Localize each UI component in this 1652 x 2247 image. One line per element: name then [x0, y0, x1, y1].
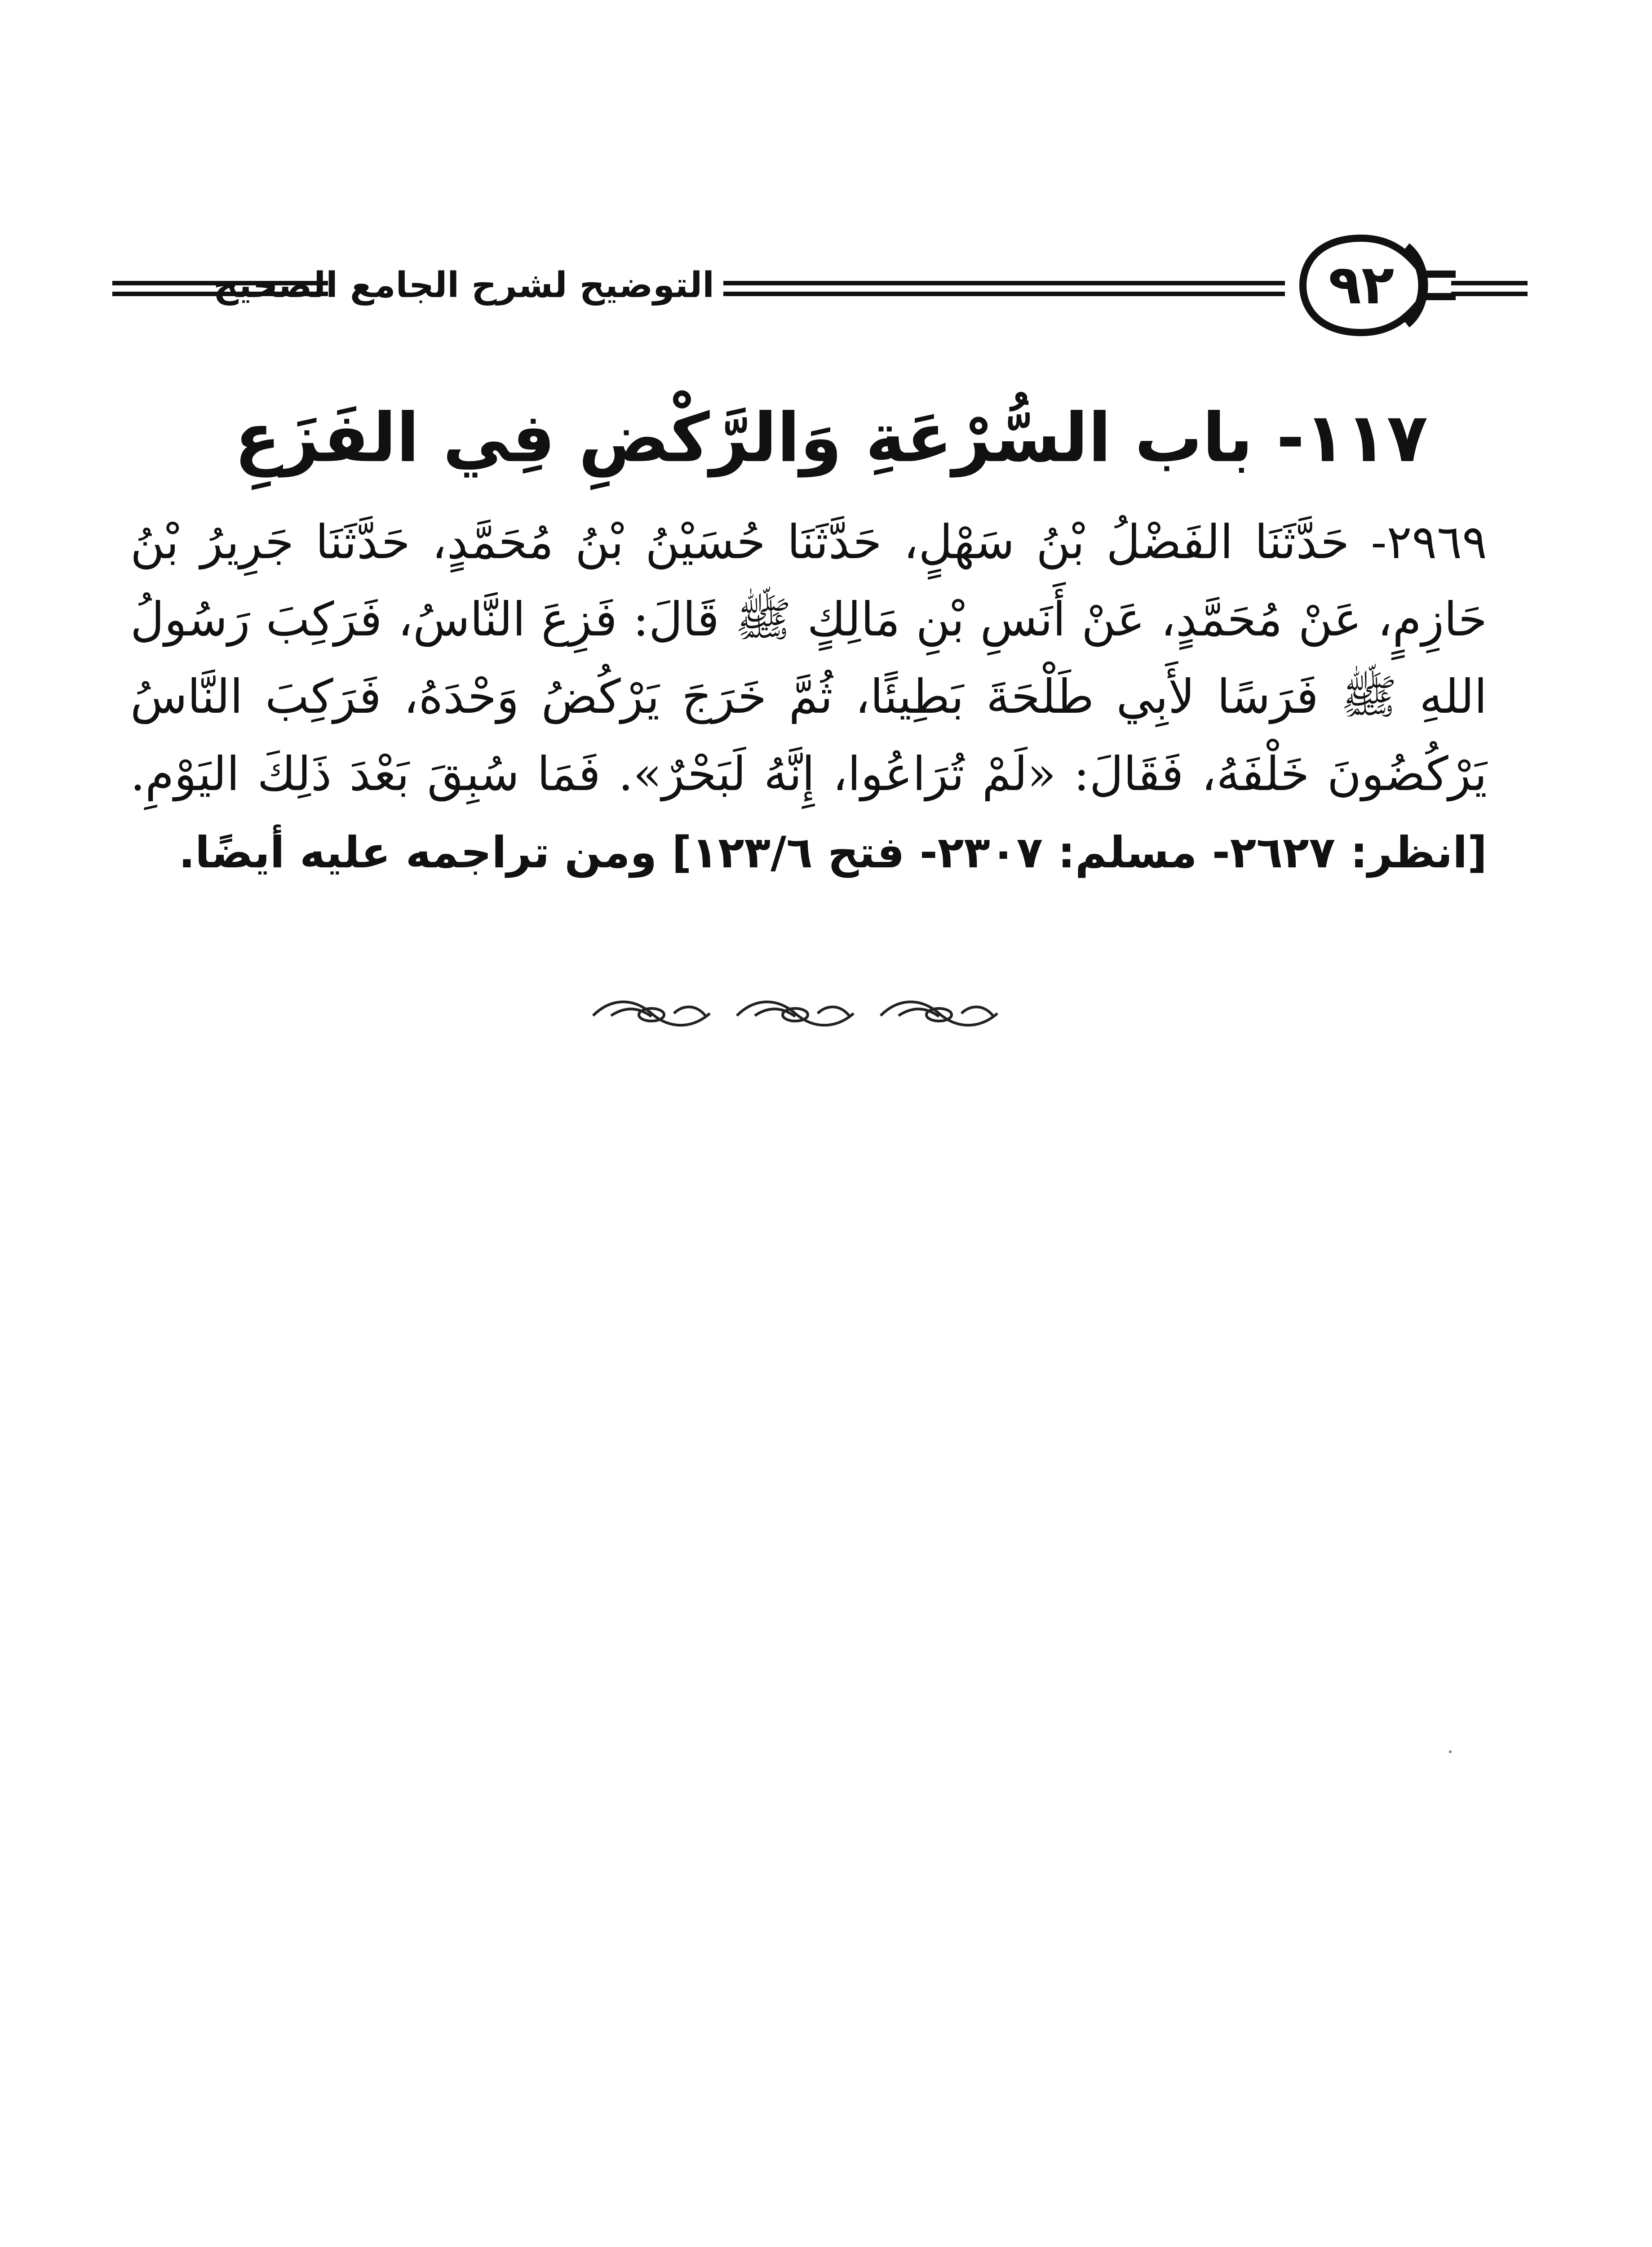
header-rule-right	[1451, 281, 1528, 296]
scan-speck	[1449, 1750, 1452, 1753]
page-number-badge-icon	[1294, 229, 1456, 342]
page-number: ٩٢	[1328, 254, 1395, 316]
floral-divider-ornament-icon	[584, 989, 1015, 1038]
chapter-heading: ١١٧- باب السُّرْعَةِ وَالرَّكْضِ فِي الفَزَعِ	[234, 399, 1428, 477]
hadith-text: حَدَّثَنَا الفَضْلُ بْنُ سَهْلٍ، حَدَّثَنَا حُسَيْنُ بْنُ مُحَمَّدٍ، حَدَّثَنَا جَرِيرُ بْنُ حَازِمٍ، عَنْ مُحَمَّدٍ، عَنْ أَنَسِ بْنِ مَالِكٍ ﷺ قَالَ: فَزِعَ النَّاسُ، فَرَكِبَ رَسُولُ اللهِ ﷺ فَرَسًا لأَبِي طَلْحَةَ بَطِيئًا، ثُمَّ خَرَجَ يَرْكُضُ وَحْدَهُ، فَرَكِبَ النَّاسُ يَرْكُضُونَ خَلْفَهُ، فَقَالَ: «لَمْ تُرَاعُوا، إِنَّهُ لَبَحْرٌ». فَمَا سُبِقَ بَعْدَ ذَلِكَ اليَوْمِ.	[130, 515, 1487, 801]
page-header	[112, 216, 1483, 364]
hadith-reference: [انظر: ٢٦٢٧- مسلم: ٢٣٠٧- فتح ١٢٣/٦] ومن تراجمه عليه أيضًا.	[178, 827, 1487, 878]
hadith-paragraph	[130, 503, 1487, 891]
hadith-number: ٢٩٦٩-	[1371, 515, 1487, 569]
running-title: التوضيح لشرح الجامع الصحيح	[213, 265, 714, 306]
header-rule-middle	[723, 281, 1285, 296]
